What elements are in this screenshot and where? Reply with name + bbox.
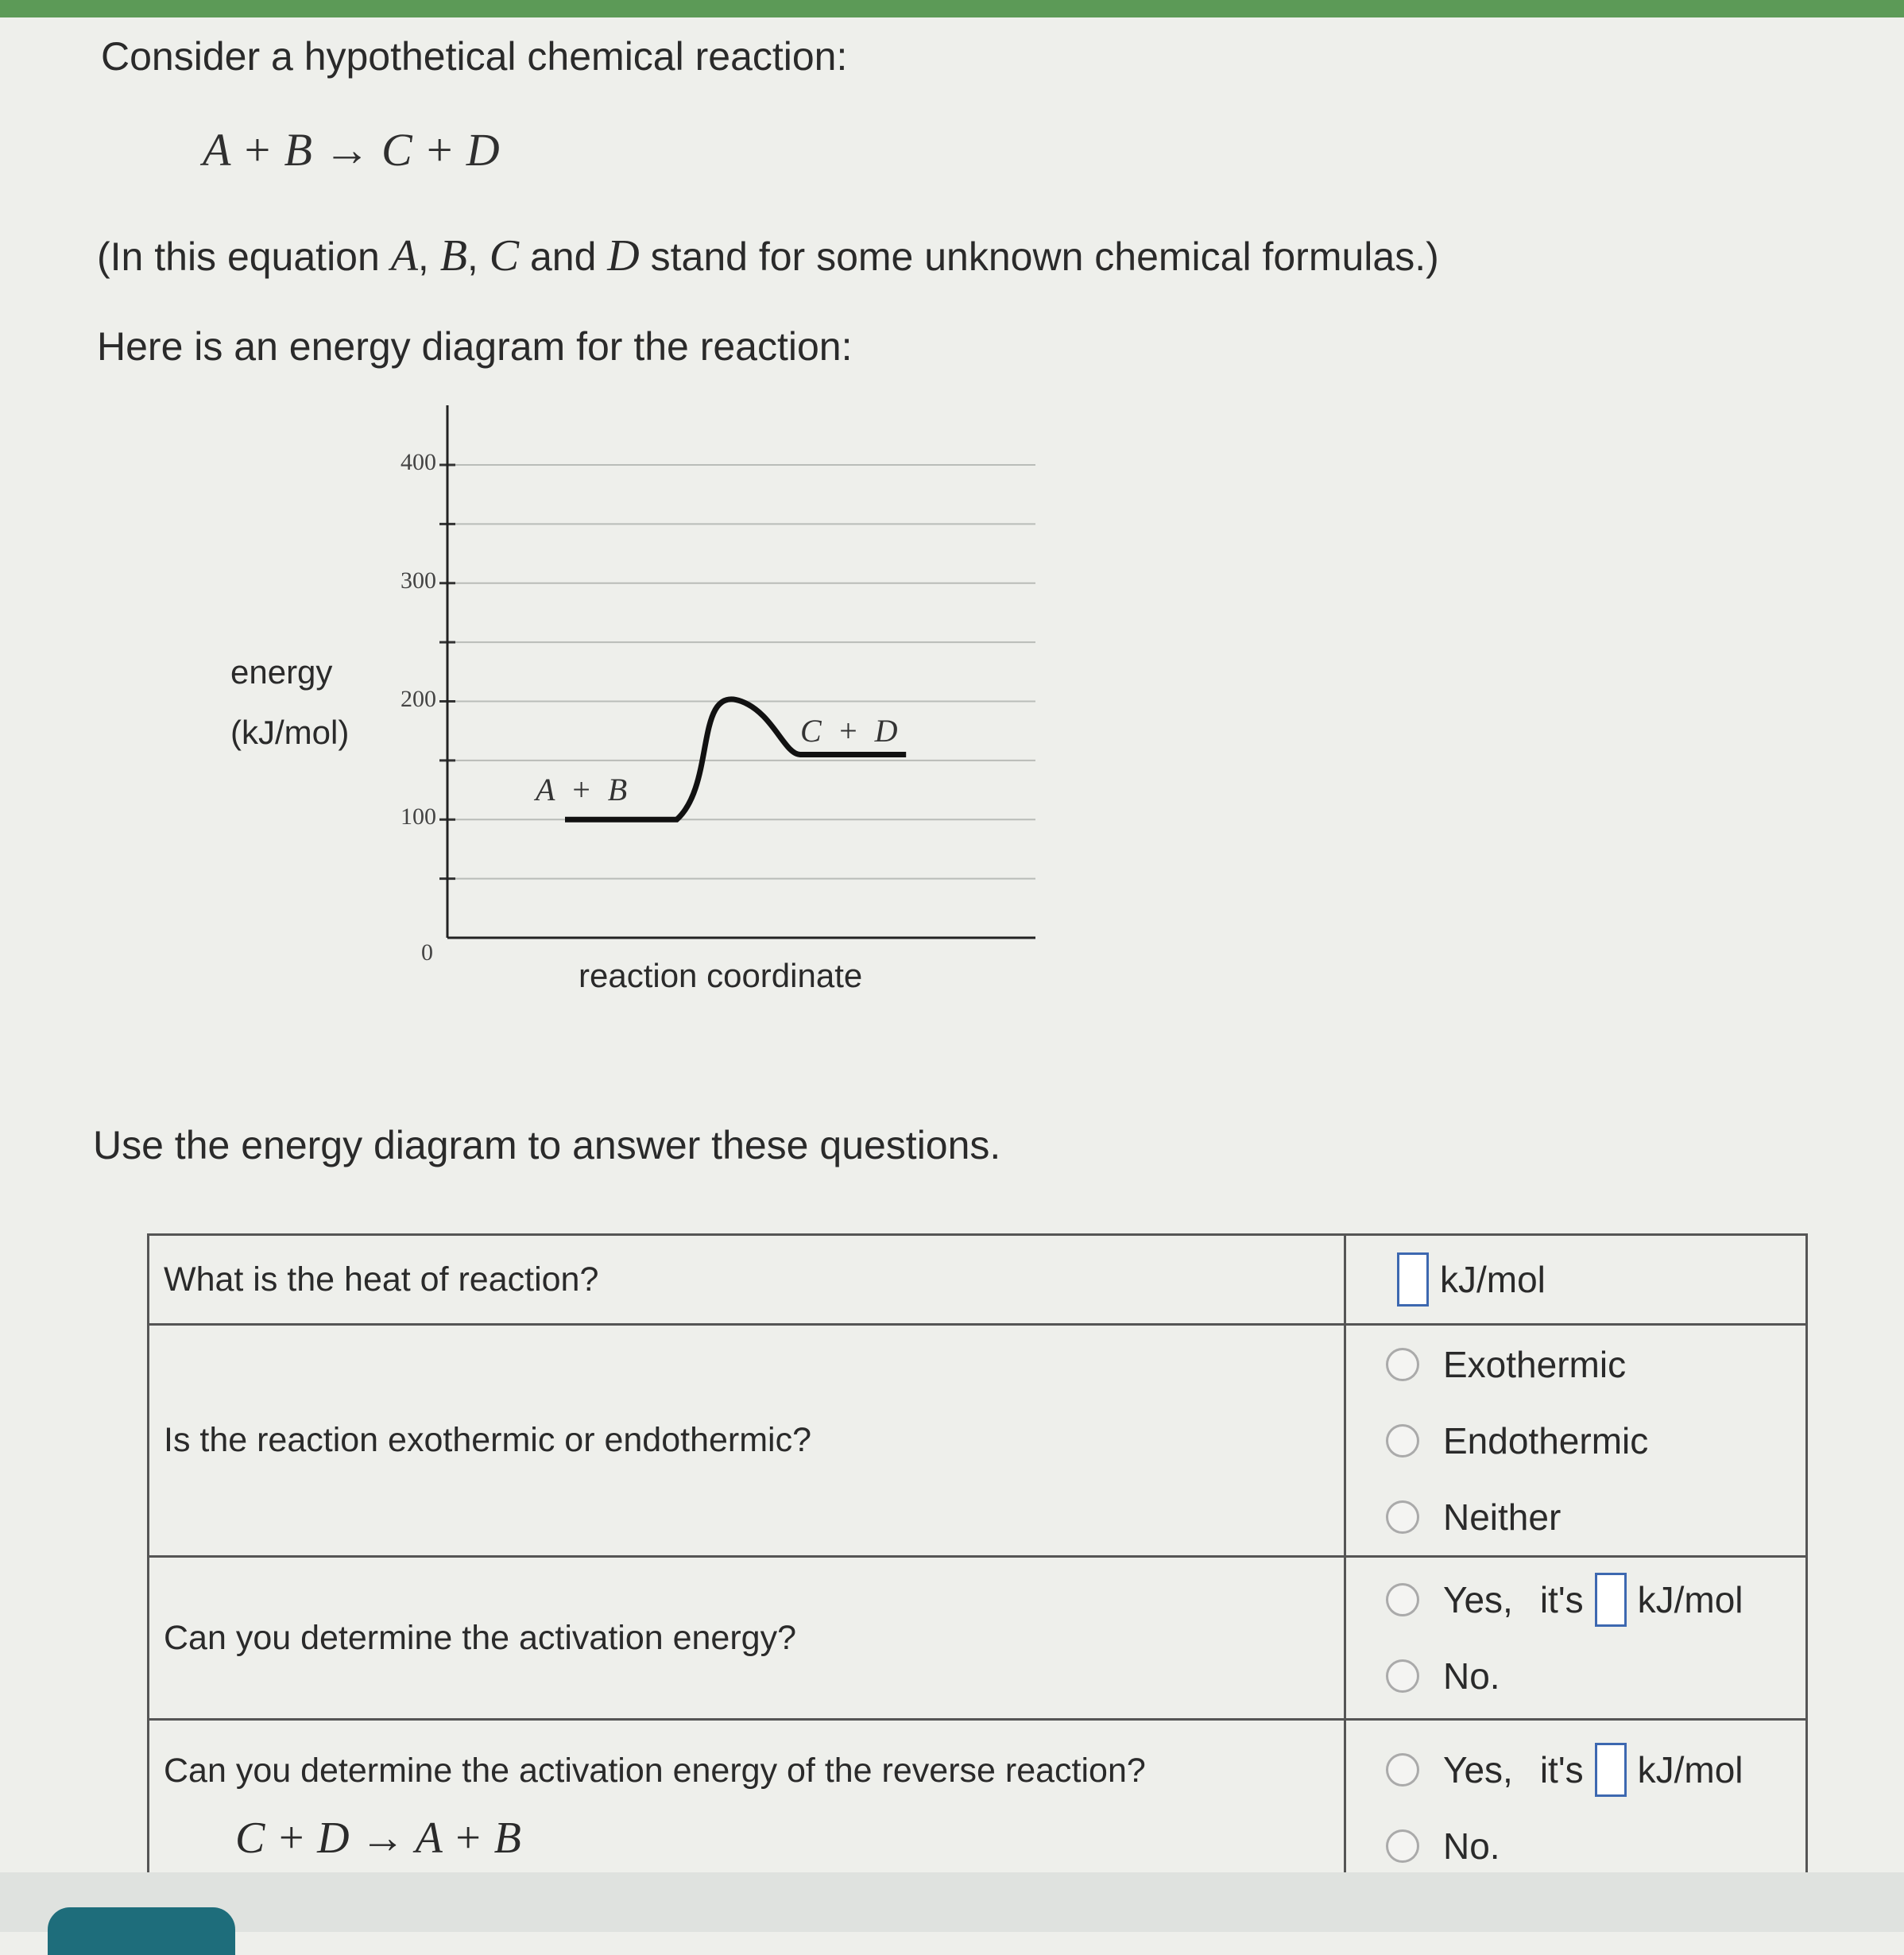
radio-reverse-no[interactable] <box>1386 1829 1419 1863</box>
radio-exothermic[interactable] <box>1386 1348 1419 1381</box>
equation-arrow: → <box>323 124 370 176</box>
y-tick-label-100: 100 <box>401 803 436 830</box>
products-label: C + D <box>800 712 898 749</box>
equation-note: (In this equation A, B, C and D stand for some unknown chemical formulas.) <box>97 231 1439 281</box>
heat-unit: kJ/mol <box>1440 1259 1546 1300</box>
option-activation-yes[interactable]: Yes, it's kJ/mol <box>1386 1562 1766 1638</box>
radio-endothermic[interactable] <box>1386 1424 1419 1458</box>
y-tick-label-200: 200 <box>401 685 436 712</box>
question-reverse <box>149 1720 1345 1896</box>
radio-activation-yes[interactable] <box>1386 1583 1419 1616</box>
reverse-equation: C + D → A + B <box>235 1814 521 1863</box>
equation-lhs: A + B <box>203 124 312 176</box>
instructions-text: Use the energy diagram to answer these questions. <box>93 1123 1001 1167</box>
activation-input[interactable] <box>1595 1573 1627 1627</box>
y-axis-label-line2: (kJ/mol) <box>230 714 350 751</box>
reverse-activation-input[interactable] <box>1595 1743 1627 1797</box>
radio-activation-no[interactable] <box>1386 1659 1419 1693</box>
diagram-intro: Here is an energy diagram for the reaction: <box>97 324 853 369</box>
question-reverse-text: Can you determine the activation energy of the reverse reaction? <box>164 1752 1146 1790</box>
question-row-heat <box>149 1235 1807 1325</box>
reactants-label: A + B <box>536 772 628 808</box>
bottom-bar <box>0 1872 1904 1932</box>
heat-input[interactable] <box>1397 1252 1429 1307</box>
y-tick-label-0: 0 <box>421 939 433 966</box>
y-tick-label-300: 300 <box>401 567 436 594</box>
question-row-reverse <box>149 1720 1807 1896</box>
bottom-action-button[interactable] <box>48 1907 235 1955</box>
question-row-activation <box>149 1557 1807 1720</box>
option-exothermic[interactable]: Exothermic <box>1386 1326 1766 1403</box>
question-activation: Can you determine the activation energy? <box>149 1557 1345 1720</box>
option-endothermic[interactable]: Endothermic <box>1386 1403 1766 1479</box>
radio-reverse-yes[interactable] <box>1386 1753 1419 1787</box>
y-axis-label-line1: energy <box>230 653 333 691</box>
answer-heat <box>1345 1235 1807 1325</box>
question-type: Is the reaction exothermic or endothermic? <box>149 1325 1345 1557</box>
question-row-type <box>149 1325 1807 1557</box>
answer-activation <box>1345 1557 1807 1720</box>
option-neither[interactable]: Neither <box>1386 1479 1766 1555</box>
answer-reverse <box>1345 1720 1807 1896</box>
y-tick-label-400: 400 <box>401 449 436 475</box>
option-reverse-yes[interactable]: Yes, it's kJ/mol <box>1386 1732 1766 1808</box>
answer-type <box>1345 1325 1807 1557</box>
radio-neither[interactable] <box>1386 1500 1419 1534</box>
questions-table <box>147 1233 1808 1897</box>
option-reverse-no[interactable]: No. <box>1386 1808 1766 1884</box>
x-axis-label: reaction coordinate <box>579 957 863 994</box>
option-activation-no[interactable]: No. <box>1386 1638 1766 1714</box>
equation-rhs: C + D <box>381 124 500 176</box>
question-heat: What is the heat of reaction? <box>149 1235 1345 1325</box>
intro-text: Consider a hypothetical chemical reaction: <box>101 34 848 79</box>
